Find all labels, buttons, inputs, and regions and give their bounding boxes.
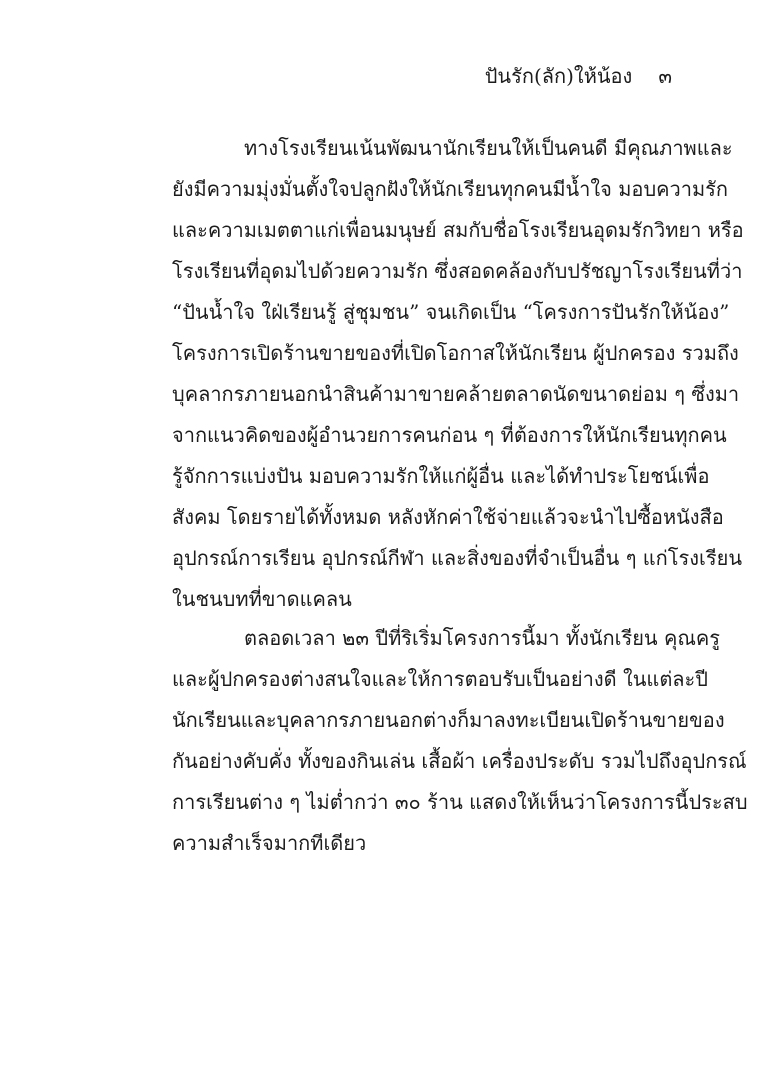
paragraph-line: กันอย่างคับคั่ง ทั้งของกินเล่น เสื้อผ้า เครื่องประดับ รวมไปถึงอุปกรณ์ [172,749,747,773]
paragraph-line: และความเมตตาแก่เพื่อนมนุษย์ สมกับชื่อโรงเรียนอุดมรักวิทยา หรือ [172,218,744,242]
paragraph-line: โรงเรียนที่อุดมไปด้วยความรัก ซึ่งสอดคล้องกับปรัชญาโรงเรียนที่ว่า [172,259,743,283]
running-header [485,62,672,90]
paragraph-line: และผู้ปกครองต่างสนใจและให้การตอบรับเป็นอย่างดี ในแต่ละปี [172,667,708,691]
paragraph-line: ในชนบทที่ขาดแคลน [172,587,352,611]
paragraph-line: โครงการเปิดร้านขายของที่เปิดโอกาสให้นักเรียน ผู้ปกครอง รวมถึง [172,341,739,365]
paragraph-line: สังคม โดยรายได้ทั้งหมด หลังหักค่าใช้จ่ายแล้วจะนำไปซื้อหนังสือ [172,505,724,529]
paragraph-line: จากแนวคิดของผู้อำนวยการคนก่อน ๆ ที่ต้องการให้นักเรียนทุกคน [172,423,727,447]
paragraph-line: ตลอดเวลา ๒๓ ปีที่ริเริ่มโครงการนี้มา ทั้งนักเรียน คุณครู [244,626,721,650]
paragraph-line: การเรียนต่าง ๆ ไม่ต่ำกว่า ๓๐ ร้าน แสดงให้เห็นว่าโครงการนี้ประสบ [172,790,748,814]
running-header-title: ปันรัก(ลัก)ให้น้อง [484,64,633,88]
paragraph-line: รู้จักการแบ่งปัน มอบความรักให้แก่ผู้อื่น และได้ทำประโยชน์เพื่อ [172,464,710,488]
paragraph-2 [172,618,748,864]
paragraph-line: อุปกรณ์การเรียน อุปกรณ์กีฬา และสิ่งของที่จำเป็นอื่น ๆ แก่โรงเรียน [172,546,743,570]
paragraph-line: นักเรียนและบุคลากรภายนอกต่างก็มาลงทะเบียนเปิดร้านขายของ [172,708,725,732]
paragraph-line: ทางโรงเรียนเน้นพัฒนานักเรียนให้เป็นคนดี มีคุณภาพและ [244,136,733,160]
paragraph-1 [172,128,744,620]
page-number: ๓ [658,64,672,88]
paragraph-line: ความสำเร็จมากทีเดียว [172,831,367,855]
paragraph-line: “ปันน้ำใจ ใฝ่เรียนรู้ สู่ชุมชน” จนเกิดเป็น “โครงการปันรักให้น้อง” [172,300,730,324]
paragraph-line: ยังมีความมุ่งมั่นตั้งใจปลูกฝังให้นักเรียนทุกคนมีน้ำใจ มอบความรัก [172,177,729,201]
paragraph-line: บุคลากรภายนอกนำสินค้ามาขายคล้ายตลาดนัดขนาดย่อม ๆ ซึ่งมา [172,382,740,406]
